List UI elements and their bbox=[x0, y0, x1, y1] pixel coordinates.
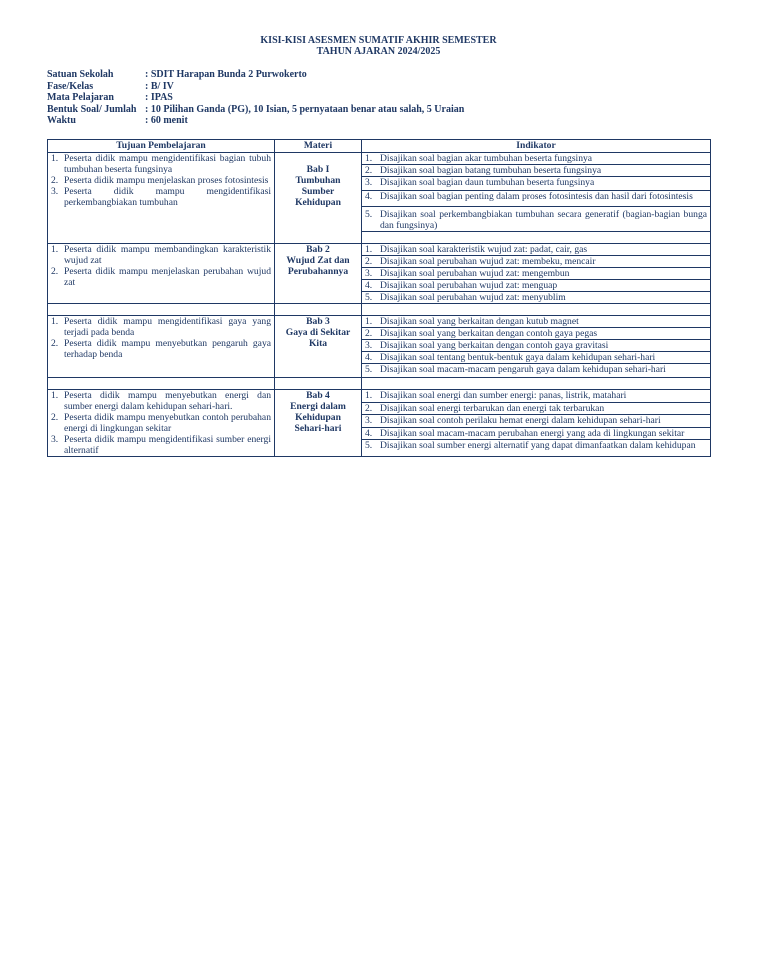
meta-label: Fase/Kelas bbox=[47, 80, 94, 92]
indikator-cell: 4. Disajikan soal bagian penting dalam proses fotosintesis dan hasil dari fotosintesis bbox=[362, 191, 711, 207]
table-row bbox=[48, 378, 711, 390]
table-row bbox=[48, 390, 711, 403]
meta-value: : 60 menit bbox=[145, 115, 188, 127]
table-row bbox=[48, 316, 711, 328]
meta-value: : 10 Pilihan Ganda (PG), 10 Isian, 5 pernyataan benar atau salah, 5 Uraian bbox=[145, 103, 465, 115]
tujuan-cell-bab1 bbox=[48, 153, 275, 244]
list-item: 1. Peserta didik mampu membandingkan karakteristik wujud zat bbox=[51, 244, 271, 266]
document-title bbox=[47, 35, 710, 57]
meta-value: : B/ IV bbox=[145, 80, 174, 92]
table-row bbox=[48, 304, 711, 316]
meta-row-time bbox=[47, 115, 710, 127]
empty-cell bbox=[362, 378, 711, 390]
meta-value: : SDIT Harapan Bunda 2 Purwokerto bbox=[145, 69, 307, 80]
empty-cell bbox=[275, 304, 362, 316]
tujuan-cell-bab4 bbox=[48, 390, 275, 457]
indikator-cell: 1. Disajikan soal yang berkaitan dengan kutub magnet bbox=[362, 316, 711, 328]
materi-cell-bab2: Bab 2 Wujud Zat dan Perubahannya bbox=[275, 244, 362, 304]
indikator-cell: 1. Disajikan soal energi dan sumber energi: panas, listrik, matahari bbox=[362, 390, 711, 403]
tujuan-cell-bab3 bbox=[48, 316, 275, 378]
list-item: 1. Peserta didik mampu mengidentifikasi bagian tubuh tumbuhan beserta fungsinya bbox=[51, 153, 271, 175]
indikator-cell: 1. Disajikan soal bagian akar tumbuhan beserta fungsinya bbox=[362, 153, 711, 165]
list-item: 2. Peserta didik mampu menyebutkan pengaruh gaya terhadap benda bbox=[51, 338, 271, 360]
indikator-cell: 4. Disajikan soal tentang bentuk-bentuk gaya dalam kehidupan sehari-hari bbox=[362, 352, 711, 364]
indikator-cell: 3. Disajikan soal bagian daun tumbuhan beserta fungsinya bbox=[362, 177, 711, 191]
materi-cell-bab1: Bab I Tumbuhan Sumber Kehidupan bbox=[275, 153, 362, 244]
meta-row-class bbox=[47, 81, 710, 93]
meta-label: Mata Pelajaran bbox=[47, 92, 114, 104]
document-page bbox=[47, 35, 710, 456]
title-line-2: TAHUN AJARAN 2024/2025 bbox=[316, 46, 441, 57]
empty-cell bbox=[362, 232, 711, 244]
indikator-cell: 3. Disajikan soal perubahan wujud zat: mengembun bbox=[362, 268, 711, 280]
empty-cell bbox=[362, 304, 711, 316]
indikator-cell: 4. Disajikan soal macam-macam perubahan energi yang ada di lingkungan sekitar bbox=[362, 427, 711, 440]
materi-cell-bab4: Bab 4 Energi dalam Kehidupan Sehari-hari bbox=[275, 390, 362, 457]
header-materi: Materi bbox=[275, 140, 362, 153]
empty-cell bbox=[362, 452, 711, 457]
header-indikator: Indikator bbox=[362, 140, 711, 153]
indikator-cell: 2. Disajikan soal perubahan wujud zat: membeku, mencair bbox=[362, 256, 711, 268]
meta-row-subject bbox=[47, 92, 710, 104]
tujuan-cell-bab2 bbox=[48, 244, 275, 304]
meta-info bbox=[47, 69, 710, 127]
list-item: 3. Peserta didik mampu mengidentifikasi perkembangbiakan tumbuhan bbox=[51, 186, 271, 208]
indikator-cell: 1. Disajikan soal karakteristik wujud zat: padat, cair, gas bbox=[362, 244, 711, 256]
meta-label: Waktu bbox=[47, 115, 76, 127]
list-item: 2. Peserta didik mampu menjelaskan perubahan wujud zat bbox=[51, 266, 271, 288]
table-row bbox=[48, 153, 711, 165]
materi-cell-bab3: Bab 3 Gaya di Sekitar Kita bbox=[275, 316, 362, 378]
header-tujuan: Tujuan Pembelajaran bbox=[48, 140, 275, 153]
indikator-cell: 4. Disajikan soal perubahan wujud zat: menguap bbox=[362, 280, 711, 292]
indikator-cell: 2. Disajikan soal energi terbarukan dan energi tak terbarukan bbox=[362, 402, 711, 415]
table-row bbox=[48, 244, 711, 256]
meta-row-school bbox=[47, 69, 710, 81]
empty-cell bbox=[48, 378, 275, 390]
title-line-1: KISI-KISI ASESMEN SUMATIF AKHIR SEMESTER bbox=[260, 35, 497, 46]
indikator-cell: 2. Disajikan soal yang berkaitan dengan contoh gaya pegas bbox=[362, 328, 711, 340]
meta-row-question-type bbox=[47, 104, 710, 116]
empty-cell bbox=[48, 304, 275, 316]
list-item: 2. Peserta didik mampu menyebutkan contoh perubahan energi di lingkungan sekitar bbox=[51, 412, 271, 434]
list-item: 3. Peserta didik mampu mengidentifikasi sumber energi alternatif bbox=[51, 434, 271, 456]
empty-cell bbox=[275, 378, 362, 390]
list-item: 1. Peserta didik mampu mengidentifikasi gaya yang terjadi pada benda bbox=[51, 316, 271, 338]
indikator-cell: 2. Disajikan soal bagian batang tumbuhan beserta fungsinya bbox=[362, 165, 711, 177]
meta-label: Bentuk Soal/ Jumlah bbox=[47, 103, 137, 115]
meta-value: : IPAS bbox=[145, 92, 173, 104]
indikator-cell: 5. Disajikan soal sumber energi alternatif yang dapat dimanfaatkan dalam kehidupan bbox=[362, 440, 711, 452]
meta-label: Satuan Sekolah bbox=[47, 69, 114, 80]
indikator-cell: 5. Disajikan soal macam-macam pengaruh gaya dalam kehidupan sehari-hari bbox=[362, 364, 711, 378]
indikator-cell: 3. Disajikan soal yang berkaitan dengan contoh gaya gravitasi bbox=[362, 340, 711, 352]
indikator-cell: 3. Disajikan soal contoh perilaku hemat energi dalam kehidupan sehari-hari bbox=[362, 415, 711, 428]
indikator-cell: 5. Disajikan soal perubahan wujud zat: menyublim bbox=[362, 292, 711, 304]
kisi-kisi-table bbox=[47, 139, 711, 457]
list-item: 1. Peserta didik mampu menyebutkan energi dan sumber energi dalam kehidupan sehari-hari. bbox=[51, 390, 271, 412]
table-header-row bbox=[48, 140, 711, 153]
list-item: 2. Peserta didik mampu menjelaskan proses fotosintesis bbox=[51, 175, 269, 186]
indikator-cell: 5. Disajikan soal perkembangbiakan tumbuhan secara generatif (bagian-bagian bunga dan fungsinya) bbox=[362, 207, 711, 232]
